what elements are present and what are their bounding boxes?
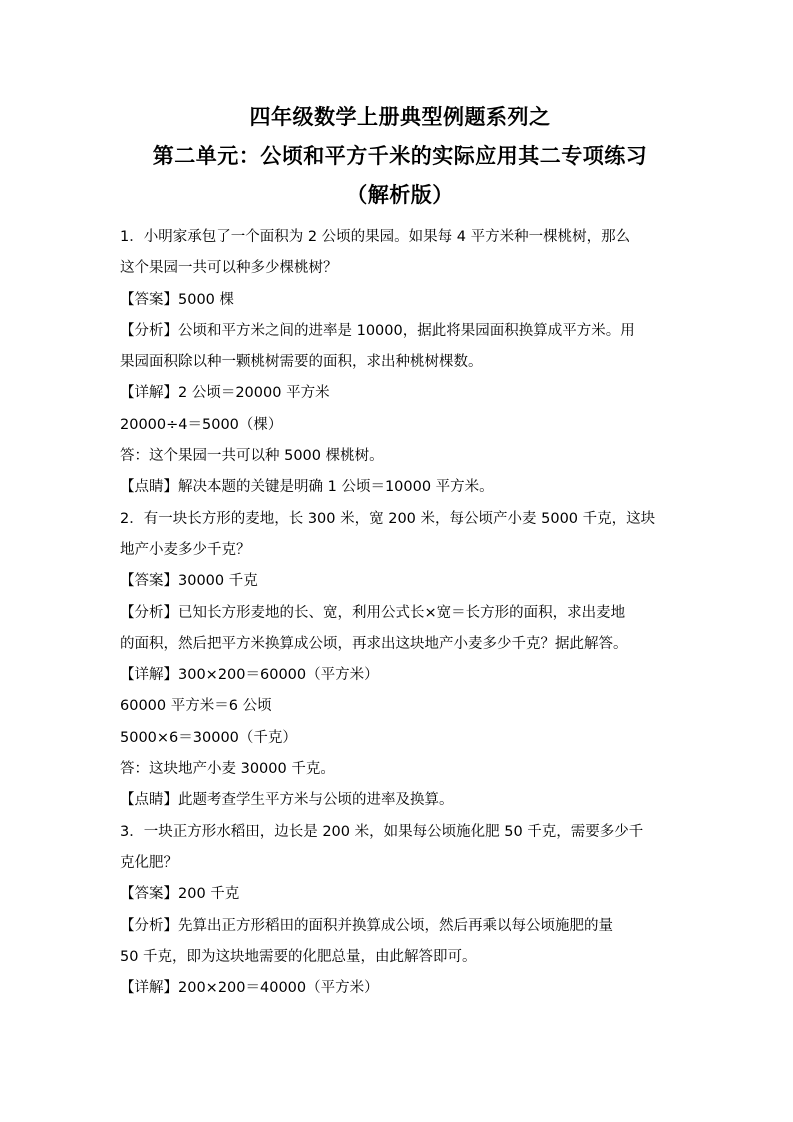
answer: 【答案】30000 千克 bbox=[120, 573, 258, 590]
question-text: 克化肥？ bbox=[120, 854, 178, 871]
question-text: 2．有一块长方形的麦地，长 300 米，宽 200 米，每公顷产小麦 5000 千克，这块 bbox=[120, 510, 656, 527]
title-unit: 第二单元：公顷和平方千米的实际应用其二专项练习 bbox=[152, 144, 648, 168]
question-text: 1．小明家承包了一个面积为 2 公顷的果园。如果每 4 平方米种一棵桃树，那么 bbox=[120, 229, 631, 245]
final-answer: 答：这块地产小麦 30000 千克。 bbox=[120, 761, 335, 778]
detailed-solution: 60000 平方米＝6 公顷 bbox=[120, 698, 272, 715]
final-answer: 答：这个果园一共可以种 5000 棵桃树。 bbox=[120, 448, 384, 465]
analysis: 【分析】先算出正方形稻田的面积并换算成公顷，然后再乘以每公顷施肥的量 bbox=[120, 917, 613, 934]
detailed-solution: 【详解】300×200＝60000（平方米） bbox=[120, 667, 379, 684]
key-point: 【点睛】此题考查学生平方米与公顷的进率及换算。 bbox=[120, 792, 454, 809]
detailed-solution: 20000÷4＝5000（棵） bbox=[120, 416, 283, 433]
question-3 bbox=[120, 817, 680, 1005]
title-series: 四年级数学上册典型例题系列之 bbox=[249, 105, 551, 129]
analysis: 【分析】公顷和平方米之间的进率是 10000，据此将果园面积换算成平方米。用 bbox=[120, 322, 635, 339]
analysis: 50 千克，即为这块地需要的化肥总量，由此解答即可。 bbox=[120, 948, 477, 965]
answer: 【答案】200 千克 bbox=[120, 886, 240, 903]
question-2 bbox=[120, 504, 680, 817]
question-text: 地产小麦多少千克？ bbox=[120, 541, 251, 558]
analysis: 的面积，然后把平方米换算成公顷，再求出这块地产小麦多少千克？据此解答。 bbox=[120, 635, 628, 652]
question-text: 这个果园一共可以种多少棵桃树？ bbox=[120, 260, 338, 277]
answer: 【答案】5000 棵 bbox=[120, 291, 235, 308]
detailed-solution: 【详解】2 公顷＝20000 平方米 bbox=[120, 385, 330, 402]
question-text: 3．一块正方形水稻田，边长是 200 米，如果每公顷施化肥 50 千克，需要多少千 bbox=[120, 823, 644, 840]
question-1 bbox=[120, 222, 680, 504]
analysis: 果园面积除以种一颗桃树需要的面积，求出种桃树棵数。 bbox=[120, 354, 483, 371]
document-header bbox=[100, 98, 700, 215]
document-body bbox=[120, 222, 680, 1004]
analysis: 【分析】已知长方形麦地的长、宽，利用公式长×宽＝长方形的面积，求出麦地 bbox=[120, 604, 626, 621]
key-point: 【点睛】解决本题的关键是明确 1 公顷＝10000 平方米。 bbox=[120, 479, 494, 496]
detailed-solution: 5000×6＝30000（千克） bbox=[120, 729, 297, 746]
detailed-solution: 【详解】200×200＝40000（平方米） bbox=[120, 980, 379, 997]
title-edition: （解析版） bbox=[346, 183, 454, 207]
